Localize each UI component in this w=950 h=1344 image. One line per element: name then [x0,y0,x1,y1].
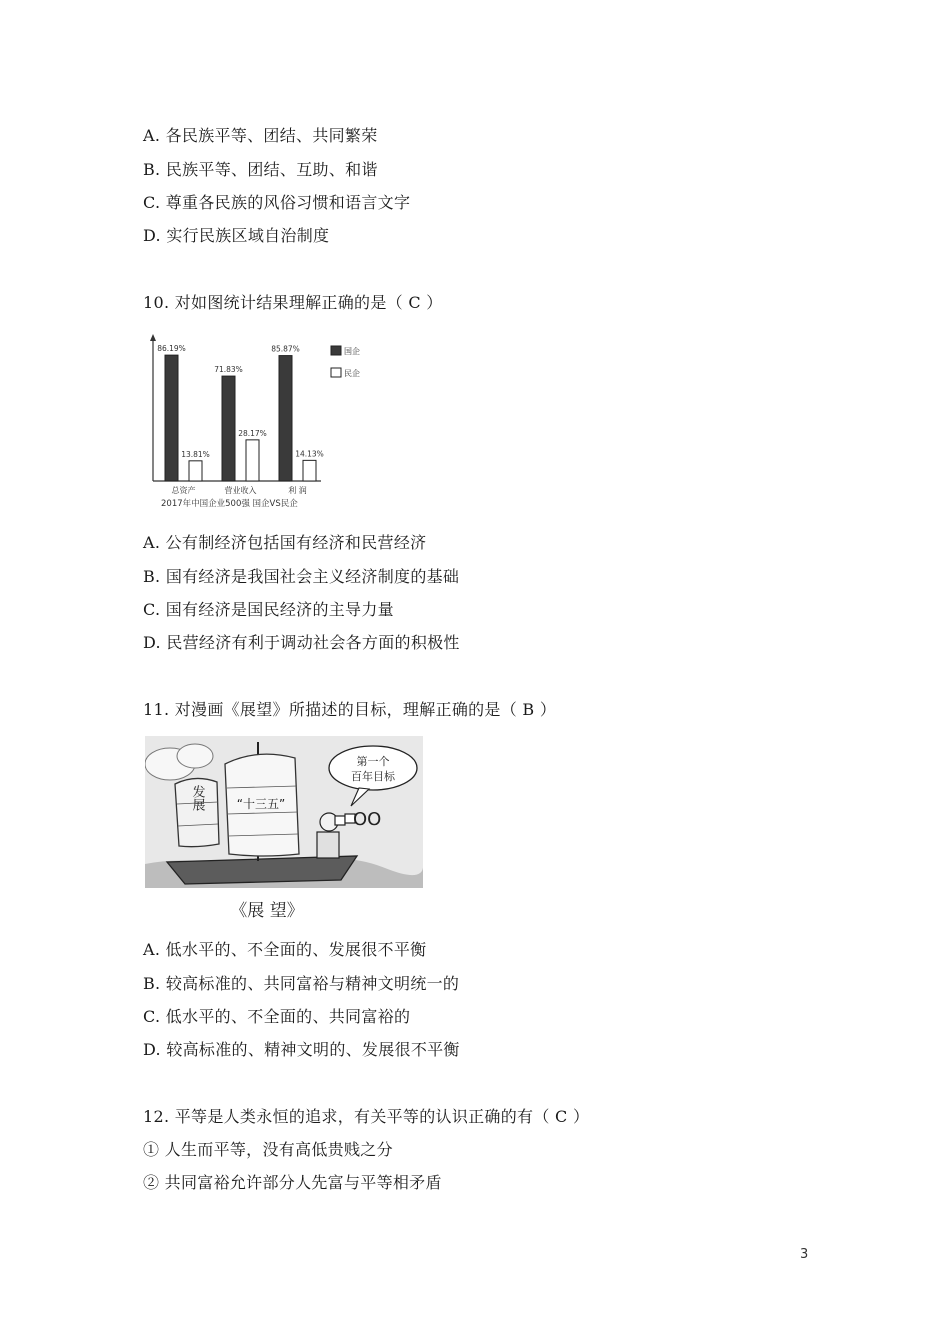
cartoon-caption: 《展 望》 [230,901,304,921]
chart-svg [143,330,378,515]
binoculars-icon [335,816,345,825]
q11-option-a: A. 低水平的、不全面的、发展很不平衡 [143,940,427,959]
speech-bubble [329,746,417,790]
q12-item-1: ① 人生而平等，没有高低贵贱之分 [143,1140,393,1159]
q12-stem: 12. 平等是人类永恒的追求，有关平等的认识正确的有（ C ） [143,1107,590,1126]
bar-state-0 [165,355,178,481]
legend-swatch [331,368,341,377]
q12-item-2: ② 共同富裕允许部分人先富与平等相矛盾 [143,1173,442,1192]
y-axis-arrow [150,334,156,341]
bar-value-label: 85.87% [271,344,300,354]
category-tick-label: 营业收入 [224,486,257,495]
legend-swatch [331,346,341,355]
category-tick-label: 总资产 [171,486,196,495]
legend-label: 国企 [344,347,360,356]
q10-option-d: D. 民营经济有利于调动社会各方面的积极性 [143,633,460,652]
bubble-line-2: 百年目标 [351,770,395,783]
binocular-rings: OO [353,809,382,830]
bar-value-label: 71.83% [214,365,243,375]
bar-state-2 [279,356,292,481]
q9-option-d: D. 实行民族区域自治制度 [143,226,330,245]
q9-option-a: A. 各民族平等、团结、共同繁荣 [143,126,378,145]
category-tick-label: 利 润 [288,486,307,495]
q11-option-b: B. 较高标准的、共同富裕与精神文明统一的 [143,974,460,993]
figure-body [317,832,339,858]
bar-value-label: 13.81% [181,449,210,459]
main-sail-text: “十三五” [236,797,286,811]
bar-value-label: 86.19% [157,344,186,354]
bubble-line-1: 第一个 [356,755,390,768]
q11-option-d: D. 较高标准的、精神文明的、发展很不平衡 [143,1040,460,1059]
cloud-shape [177,744,213,768]
q10-stem: 10. 对如图统计结果理解正确的是（ C ） [143,293,443,312]
left-sail-text: 发展 [189,785,205,811]
q10-bar-chart [143,330,378,515]
q9-option-b: B. 民族平等、团结、互助、和谐 [143,160,378,179]
bar-value-label: 14.13% [295,449,324,459]
q10-option-b: B. 国有经济是我国社会主义经济制度的基础 [143,567,460,586]
bar-private-1 [246,440,259,481]
q10-option-a: A. 公有制经济包括国有经济和民营经济 [143,533,427,552]
bar-private-0 [189,461,202,481]
q11-stem: 11. 对漫画《展望》所描述的目标，理解正确的是（ B ） [143,700,557,719]
q11-option-c: C. 低水平的、不全面的、共同富裕的 [143,1007,411,1026]
q10-option-c: C. 国有经济是国民经济的主导力量 [143,600,394,619]
bar-private-2 [303,460,316,481]
legend-label: 民企 [344,369,360,378]
q11-cartoon [145,736,423,926]
chart-title: 2017年中国企业500强 国企VS民企 [161,499,298,509]
bar-value-label: 28.17% [238,428,267,438]
q9-option-c: C. 尊重各民族的风俗习惯和语言文字 [143,193,411,212]
bar-state-1 [222,376,235,481]
page-number: 3 [800,1247,809,1262]
cartoon-svg [145,736,423,926]
